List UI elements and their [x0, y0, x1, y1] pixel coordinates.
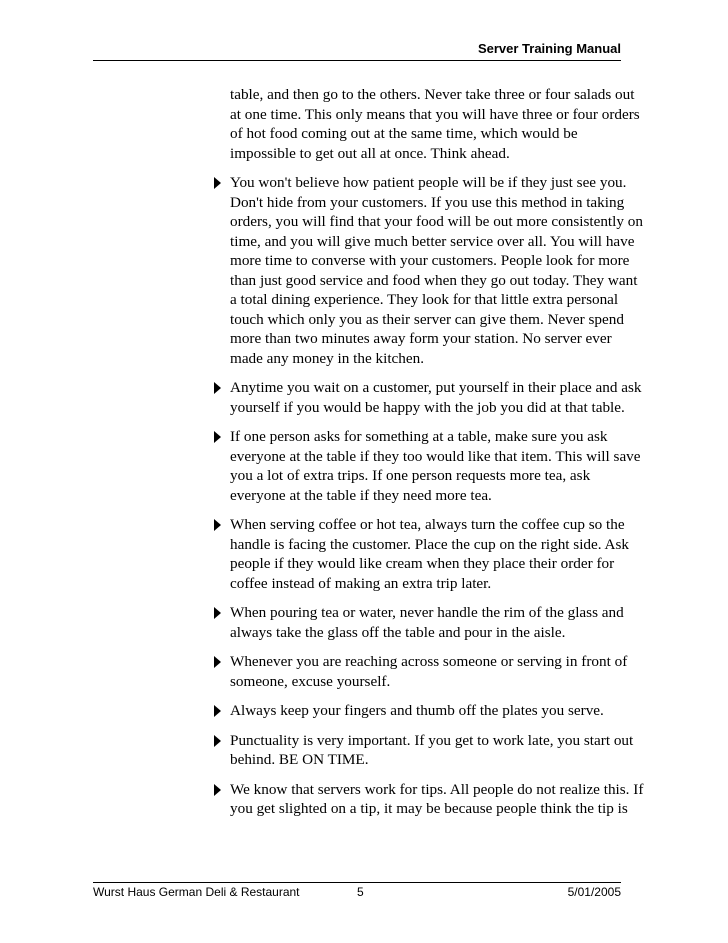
bullet-arrow-icon [214, 382, 221, 394]
text-line: you get slighted on a tip, it may be because people think the tip is [230, 800, 628, 817]
text-line: than just good service and food when they go out today. They want [230, 271, 638, 289]
text-line: When serving coffee or hot tea, always turn the coffee cup so the [230, 516, 625, 533]
text-line: everyone at the table if they need more tea. [230, 486, 492, 504]
paragraph [0, 85, 640, 163]
text-line: Don't hide from your customers. If you use this method in taking [230, 193, 625, 211]
page-footer [93, 882, 621, 899]
bullet-item [0, 515, 629, 593]
bullet-item [0, 603, 622, 642]
bullet-arrow-icon [214, 705, 221, 717]
bullet-arrow-icon [214, 735, 221, 747]
bullet-item [0, 652, 628, 691]
text-line: Anytime you wait on a customer, put yourself in their place and ask [230, 379, 642, 396]
text-line: handle is facing the customer. Place the cup on the right side. Ask [230, 535, 629, 553]
text-line: impossible to get out all at once. Think ahead. [230, 144, 510, 162]
bullet-item [0, 701, 622, 721]
text-line: Punctuality is very important. If you get to work late, you start out [230, 731, 634, 749]
bullet-item [0, 173, 643, 368]
footer-page-number: 5 [357, 885, 364, 899]
text-line: yourself if you would be happy with the job you did at that table. [230, 398, 625, 416]
text-line: When pouring tea or water, never handle the rim of the glass and [230, 604, 624, 621]
text-line: at one time. This only means that you will have three or four orders [230, 105, 640, 123]
text-line: of hot food coming out at the same time, which would be [230, 125, 578, 142]
text-line: coffee instead of making an extra trip later. [230, 574, 492, 592]
text-line: someone, excuse yourself. [230, 672, 391, 690]
text-line: time, and you will give much better service over all. You will have [230, 232, 635, 250]
text-line: Always keep your fingers and thumb off the plates you serve. [230, 702, 604, 719]
header-title: Server Training Manual [477, 41, 621, 56]
text-line: Whenever you are reaching across someone or serving in front of [230, 653, 628, 670]
bullet-item [0, 378, 642, 417]
text-line: always take the glass off the table and pour in the aisle. [230, 623, 566, 641]
text-line: touch which only you as their server can give them. Never spend [230, 310, 624, 328]
bullet-arrow-icon [214, 431, 221, 443]
page-body [0, 85, 728, 829]
bullet-item [0, 427, 641, 505]
text-line: more than two minutes away form your station. No server ever [230, 330, 612, 347]
text-line: table, and then go to the others. Never take three or four salads out [230, 86, 635, 103]
bullet-item [0, 731, 634, 770]
footer-date: 5/01/2005 [567, 885, 621, 899]
page-header [93, 41, 621, 61]
text-line: behind. BE ON TIME. [230, 751, 369, 768]
text-line: you a lot of extra trips. If one person requests more tea, ask [230, 467, 591, 484]
text-line: more time to converse with your customers. People look for more [230, 252, 630, 269]
text-line: If one person asks for something at a table, make sure you ask [230, 428, 608, 445]
text-line: orders, you will find that your food will be out more consistently on [230, 213, 643, 230]
text-line: made any money in the kitchen. [230, 349, 425, 367]
bullet-arrow-icon [214, 784, 221, 796]
text-line: We know that servers work for tips. All people do not realize this. If [230, 780, 644, 798]
bullet-arrow-icon [214, 656, 221, 668]
bullet-arrow-icon [214, 519, 221, 531]
text-line: a total dining experience. They look for that little extra personal [230, 291, 619, 308]
text-line: people if they would like cream when they place their order for [230, 555, 615, 572]
text-line: You won't believe how patient people will be if they just see you. [230, 174, 627, 191]
bullet-item [0, 780, 644, 819]
bullet-arrow-icon [214, 177, 221, 189]
footer-restaurant-name: Wurst Haus German Deli & Restaurant [93, 885, 300, 899]
text-line: everyone at the table if they too would like that item. This will save [230, 447, 641, 465]
bullet-arrow-icon [214, 607, 221, 619]
